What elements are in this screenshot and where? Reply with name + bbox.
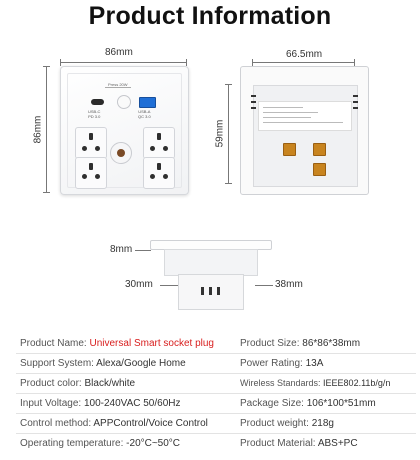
socket-front-plate [60,66,189,195]
front-width-label: 86mm [105,47,133,58]
usb-c-port [91,99,104,105]
back-width-label: 66.5mm [286,49,323,60]
spec-row: Control method: APPControl/Voice Control Product weight: 218g [16,415,416,434]
socket-side-profile [150,240,270,310]
touch-button [117,95,131,109]
usb-a-port [139,97,156,108]
spec-row: Input Voltage: 100-240VAC 50/60Hz Package Size: 106*100*51mm [16,395,416,414]
front-height-line [46,66,47,193]
terminal-bottom [313,163,326,176]
usb-c-label: USB-C PD 3.0 [88,109,101,119]
usb-a-label: USB-A QC 3.0 [138,109,151,119]
socket-back-housing [240,66,369,195]
body-depth-label: 30mm [125,279,153,290]
terminal-top-left [283,143,296,156]
spec-row: Operating temperature: -20°C~50°C Product Material: ABS+PC [20,438,358,449]
page-title: Product Information [88,2,332,30]
back-height-label: 59mm [214,119,226,148]
press-label: Press 20W [105,82,131,88]
plate-depth-label: 8mm [110,244,133,255]
outlet-bottom-left [75,157,107,189]
outlet-top-right [143,127,175,159]
spec-row: Support System: Alexa/Google Home Power Rating: 13A [16,355,416,374]
back-width-line [252,62,355,63]
spec-row: Product color: Black/white Wireless Standards: IEEE802.11b/g/n [16,375,416,394]
back-height-line [228,84,229,184]
front-width-line [60,62,187,63]
spec-row: Product Name: Universal Smart socket plug Product Size: 86*86*38mm [16,335,416,354]
terminal-top-right [313,143,326,156]
universal-center-socket [110,142,132,164]
front-height-label: 86mm [32,115,44,144]
outlet-bottom-right [143,157,175,189]
outlet-top-left [75,127,107,159]
total-depth-label: 38mm [275,279,303,290]
back-info-sticker [258,101,352,131]
